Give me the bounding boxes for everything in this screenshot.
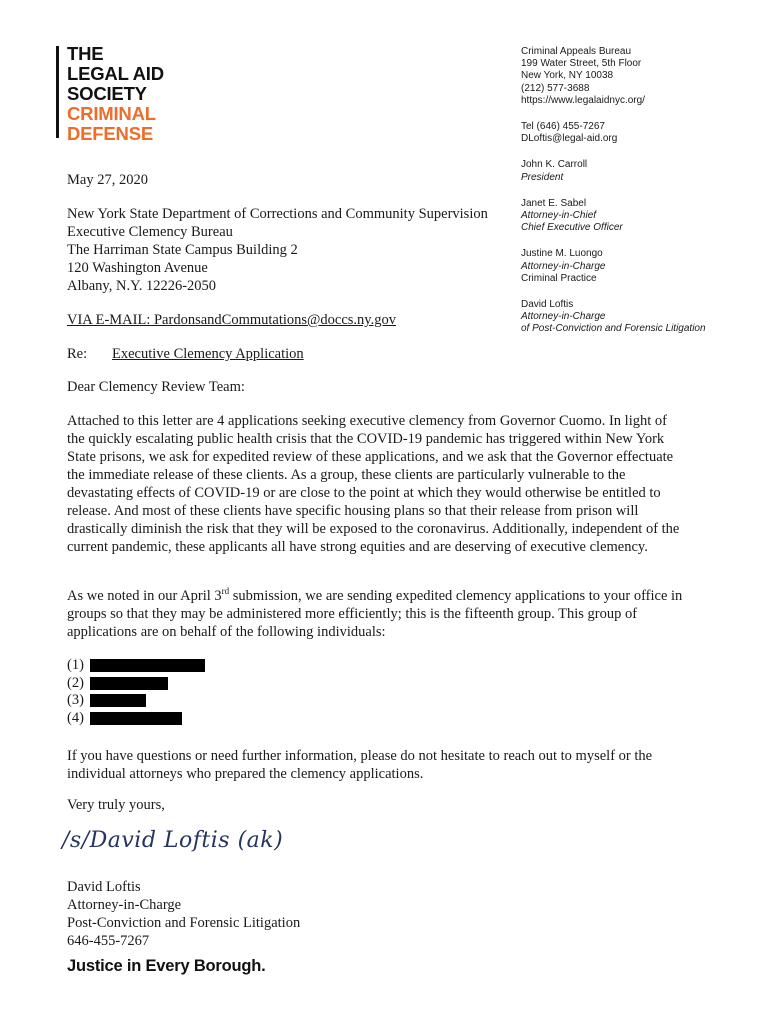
address-line: Executive Clemency Bureau: [67, 224, 233, 240]
office-address: [521, 46, 761, 107]
redacted-name: [90, 712, 182, 725]
body-paragraph-2: [67, 587, 683, 641]
staff-name: Justine M. Luongo: [521, 248, 603, 260]
staff-title: Attorney-in-Charge: [521, 311, 606, 323]
signer-line: 646-455-7267: [67, 933, 150, 949]
closing: Very truly yours,: [67, 797, 165, 813]
staff-entry: [521, 248, 761, 285]
letterhead-sidebar: [521, 46, 761, 336]
list-item: [67, 675, 89, 693]
office-website[interactable]: https://www.legalaidnyc.org/: [521, 94, 645, 106]
address-line: 120 Washington Avenue: [67, 260, 208, 276]
office-city: New York, NY 10038: [521, 70, 614, 82]
redacted-name: [90, 677, 168, 690]
signer-line: Attorney-in-Charge: [67, 897, 182, 913]
superscript: rd: [221, 586, 230, 597]
signer-line: David Loftis: [67, 879, 141, 895]
staff-entry: [521, 198, 761, 235]
list-item: [67, 657, 89, 675]
staff-entry: [521, 299, 761, 336]
list-item: [67, 692, 89, 710]
logo-line-accent: DEFENSE: [67, 123, 153, 144]
body-paragraph-3: If you have questions or need further information, please do not hesitate to reach out to myself or the individual attorneys who prepared the clemency applications.: [67, 748, 653, 782]
list-item: [67, 710, 89, 728]
staff-title: Criminal Practice: [521, 272, 597, 284]
staff-name: Janet E. Sabel: [521, 197, 587, 209]
staff-name: John K. Carroll: [521, 159, 588, 171]
re-label: Re:: [67, 346, 88, 362]
contact-info: [521, 121, 761, 145]
re-subject: Executive Clemency Application: [112, 346, 304, 362]
logo-line: LEGAL AID: [67, 63, 164, 84]
logo-line-accent: CRIMINAL: [67, 103, 156, 124]
staff-name: David Loftis: [521, 299, 574, 311]
paragraph-text: As we noted in our April 3: [67, 588, 222, 604]
letter-date: May 27, 2020: [67, 172, 148, 188]
list-number: (1): [67, 657, 84, 673]
logo-line: SOCIETY: [67, 83, 147, 104]
body-paragraph-1: Attached to this letter are 4 applications seeking executive clemency from Governor Cuomo. In light of the quickly escalating public health crisis that the COVID-19 pandemic has triggered within New York State prisons, we ask for expedited review of these applications, and we ask that the Governor effectuate the immediate release of these clients. As a group, these clients are particularly vulnerable to the devastating effects of COVID-19 or are close to the point at which they would otherwise be entitled to release. And most of these clients have specific housing plans so that their release from prison will drastically diminish the risk that they will be exposed to the coronavirus. Additionally, independent of the current pandemic, these applicants all have strong equities and are deserving of executive clemency.: [67, 413, 680, 555]
logo-wordmark: [67, 44, 164, 144]
recipient-address: [67, 205, 488, 295]
staff-title: Chief Executive Officer: [521, 222, 623, 234]
staff-title: President: [521, 171, 564, 183]
staff-title: of Post-Conviction and Forensic Litigation: [521, 323, 706, 335]
signer-line: Post-Conviction and Forensic Litigation: [67, 915, 301, 931]
footer-tagline: Justice in Every Borough.: [67, 957, 266, 975]
staff-title: Attorney-in-Chief: [521, 210, 597, 222]
office-phone: (212) 577-3688: [521, 82, 590, 94]
salutation: Dear Clemency Review Team:: [67, 379, 245, 395]
redacted-name: [90, 694, 146, 707]
signer-block: [67, 878, 300, 950]
office-tel: Tel (646) 455-7267: [521, 121, 605, 133]
list-number: (4): [67, 709, 84, 726]
logo-line: THE: [67, 43, 104, 64]
via-email-line: VIA E-MAIL: PardonsandCommutations@doccs.ny.gov: [67, 312, 396, 328]
staff-entry: [521, 159, 761, 183]
office-email[interactable]: DLoftis@legal-aid.org: [521, 133, 618, 145]
individuals-list: [67, 657, 89, 727]
list-number: (3): [67, 692, 84, 708]
office-street: 199 Water Street, 5th Floor: [521, 58, 642, 70]
signature: /s/David Loftis (ak): [62, 828, 284, 853]
address-line: New York State Department of Corrections and Community Supervision: [67, 206, 488, 222]
paragraph-text: submission, we are sending expedited clemency applications to your office in groups so that they may be administered more efficiently; this is the fifteenth group. This group of applications are on behalf of the following individuals:: [67, 588, 683, 640]
logo-bar: [56, 46, 59, 138]
redacted-name: [90, 659, 205, 672]
staff-title: Attorney-in-Charge: [521, 260, 606, 272]
list-number: (2): [67, 674, 84, 691]
address-line: Albany, N.Y. 12226-2050: [67, 278, 217, 294]
address-line: The Harriman State Campus Building 2: [67, 242, 298, 258]
office-name: Criminal Appeals Bureau: [521, 46, 632, 57]
